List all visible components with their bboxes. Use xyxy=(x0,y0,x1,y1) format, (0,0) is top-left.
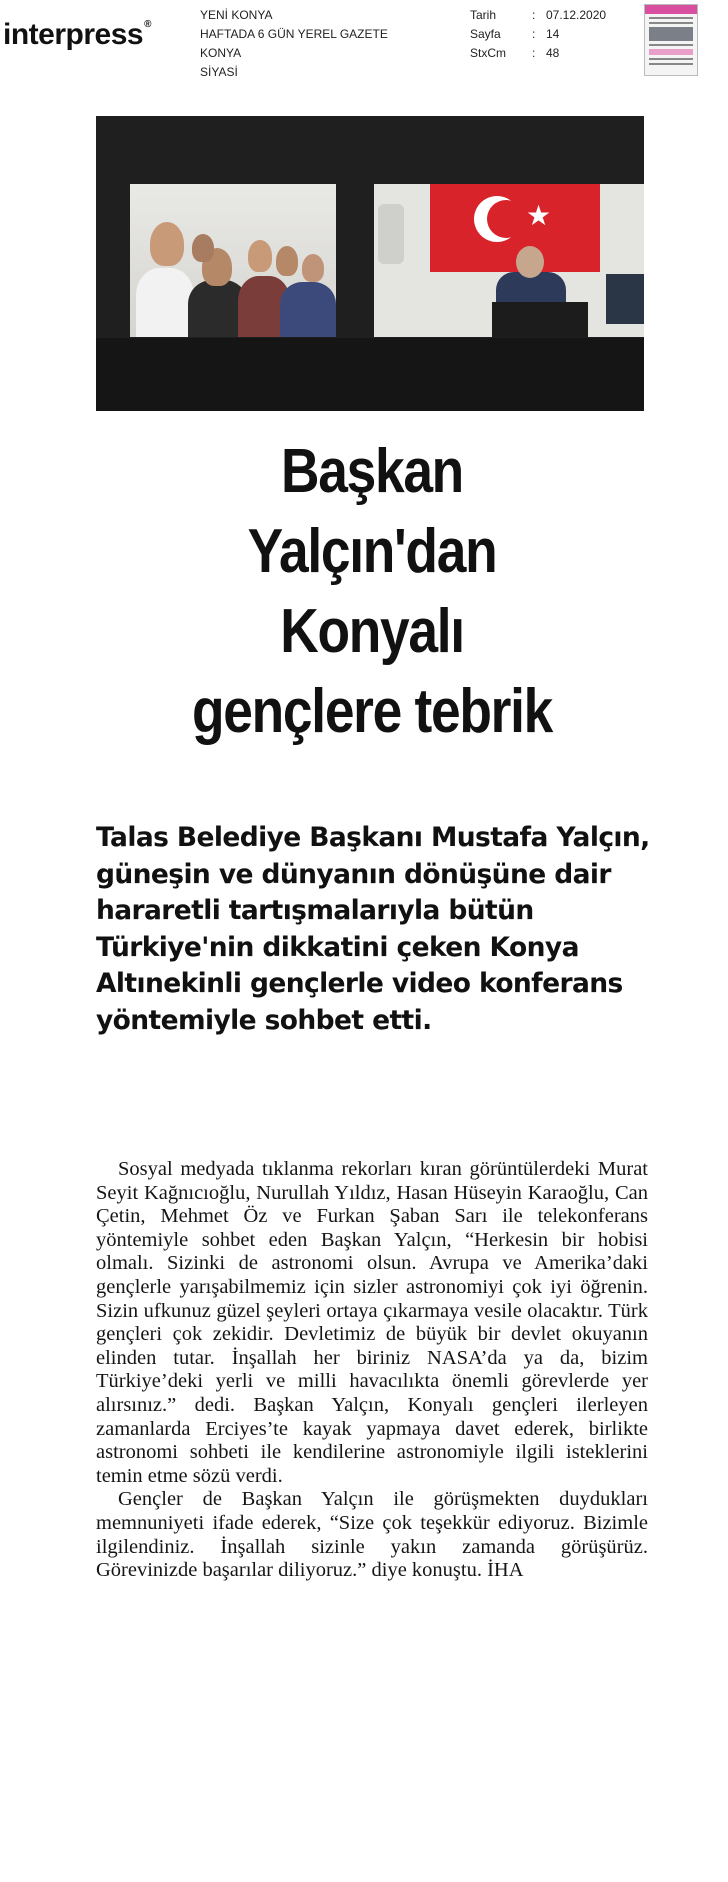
mayor-video-screen xyxy=(374,184,644,337)
headline-line: Konyalı xyxy=(280,597,464,666)
meta-size: StxCm : 48 xyxy=(470,46,560,60)
publication-name: YENİ KONYA xyxy=(200,8,273,22)
newspaper-thumbnail-icon xyxy=(644,4,698,76)
meta-date: Tarih : 07.12.2020 xyxy=(470,8,607,22)
publication-city: KONYA xyxy=(200,46,242,60)
clipping-header xyxy=(0,0,728,80)
headline-line: Başkan xyxy=(281,437,463,506)
article-paragraph: Gençler de Başkan Yalçın ile görüşmekten duydukları memnuniyeti ifade ederek, “Size çok teşekkür ediyoruz. Bizimle ilgilendiniz. İnşallah sizinle yakın zamanda görüşürüz. Görevinizde başarılar diliyoruz.” diye konuştu. İHA xyxy=(96,1488,648,1582)
video-conference-photo xyxy=(96,116,644,411)
publication-category: SİYASİ xyxy=(200,65,238,79)
headline-line: Yalçın'dan xyxy=(247,517,497,586)
article-body xyxy=(96,1158,648,1583)
headline-line: gençlere tebrik xyxy=(192,677,552,746)
youth-video-screen xyxy=(130,184,336,337)
article-headline xyxy=(135,432,610,752)
publication-info xyxy=(200,6,388,82)
article-paragraph: Sosyal medyada tıklanma rekorları kıran görüntülerdeki Murat Seyit Kağnıcıoğlu, Nurullah Yıldız, Hasan Hüseyin Karaoğlu, Can Çetin, Mehmet Öz ve Furkan Şaban Sarı ile telekonferans yöntemiyle sohbet eden Başkan Yalçın, “Herkesin bir hobisi olmalı. Sizinki de astronomi olsun. Avrupa ve Amerika’daki gençlerle yarışabilmemiz için sizler astronomiyi çok iyi öğrenin. Sizin ufkunuz güzel şeyleri ortaya çıkarmaya vesile olacaktır. Türk gençleri çok zekidir. Devletimiz de büyük bir devlet okuyanın elinden tutar. İnşallah her biriniz NASA’da ya da, bizim Türkiye’deki yerli ve milli havacılıkta önemli görevlerde yer alırsınız.” dedi. Başkan Yalçın, Konyalı gençleri ilerleyen zamanlarda Erciyes’te kayak yapmaya davet ederek, birlikte astronomi sohbeti ile kendilerine astronomiyle ilgili isteklerini temin etme sözü verdi. xyxy=(96,1158,648,1487)
interpress-logo: interpress® xyxy=(3,18,151,51)
turkish-flag-icon: ★ xyxy=(430,184,600,272)
meta-page: Sayfa : 14 xyxy=(470,27,560,41)
article-lead: Talas Belediye Başkanı Mustafa Yalçın, güneşin ve dünyanın dönüşüne dair hararetli tartışmalarıyla bütün Türkiye'nin dikkatini çeken Konya Altınekinli gençlerle video konferans yöntemiyle sohbet etti. xyxy=(96,822,650,1036)
clipping-meta xyxy=(470,6,606,63)
publication-frequency: HAFTADA 6 GÜN YEREL GAZETE xyxy=(200,27,388,41)
